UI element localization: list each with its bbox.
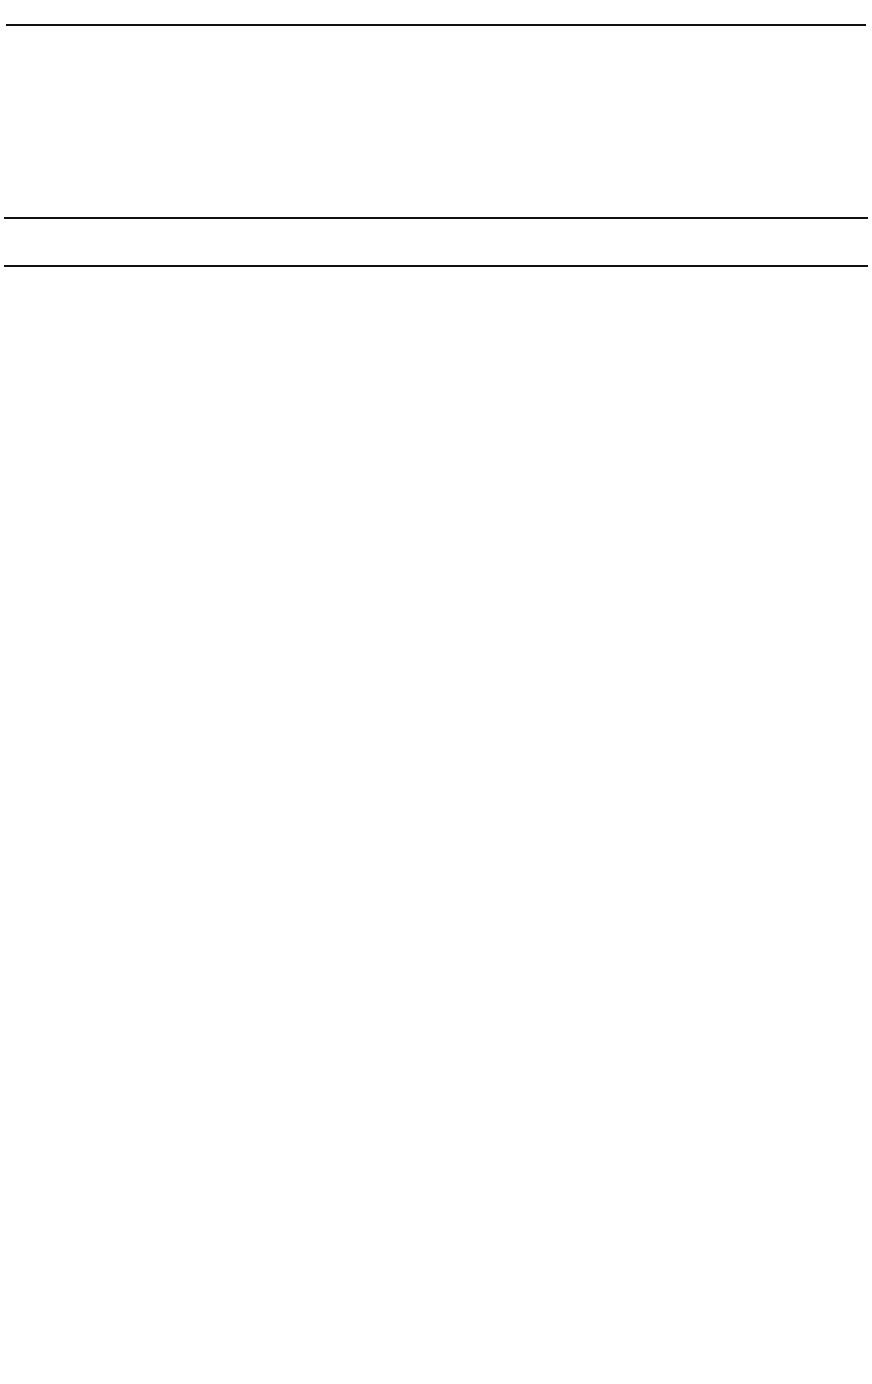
home-service-guide-banner xyxy=(4,217,868,267)
masthead xyxy=(6,4,866,26)
deadlines-line xyxy=(4,267,868,279)
help-wanted-classifieds xyxy=(4,44,868,212)
service-guide-grid xyxy=(4,284,868,1378)
